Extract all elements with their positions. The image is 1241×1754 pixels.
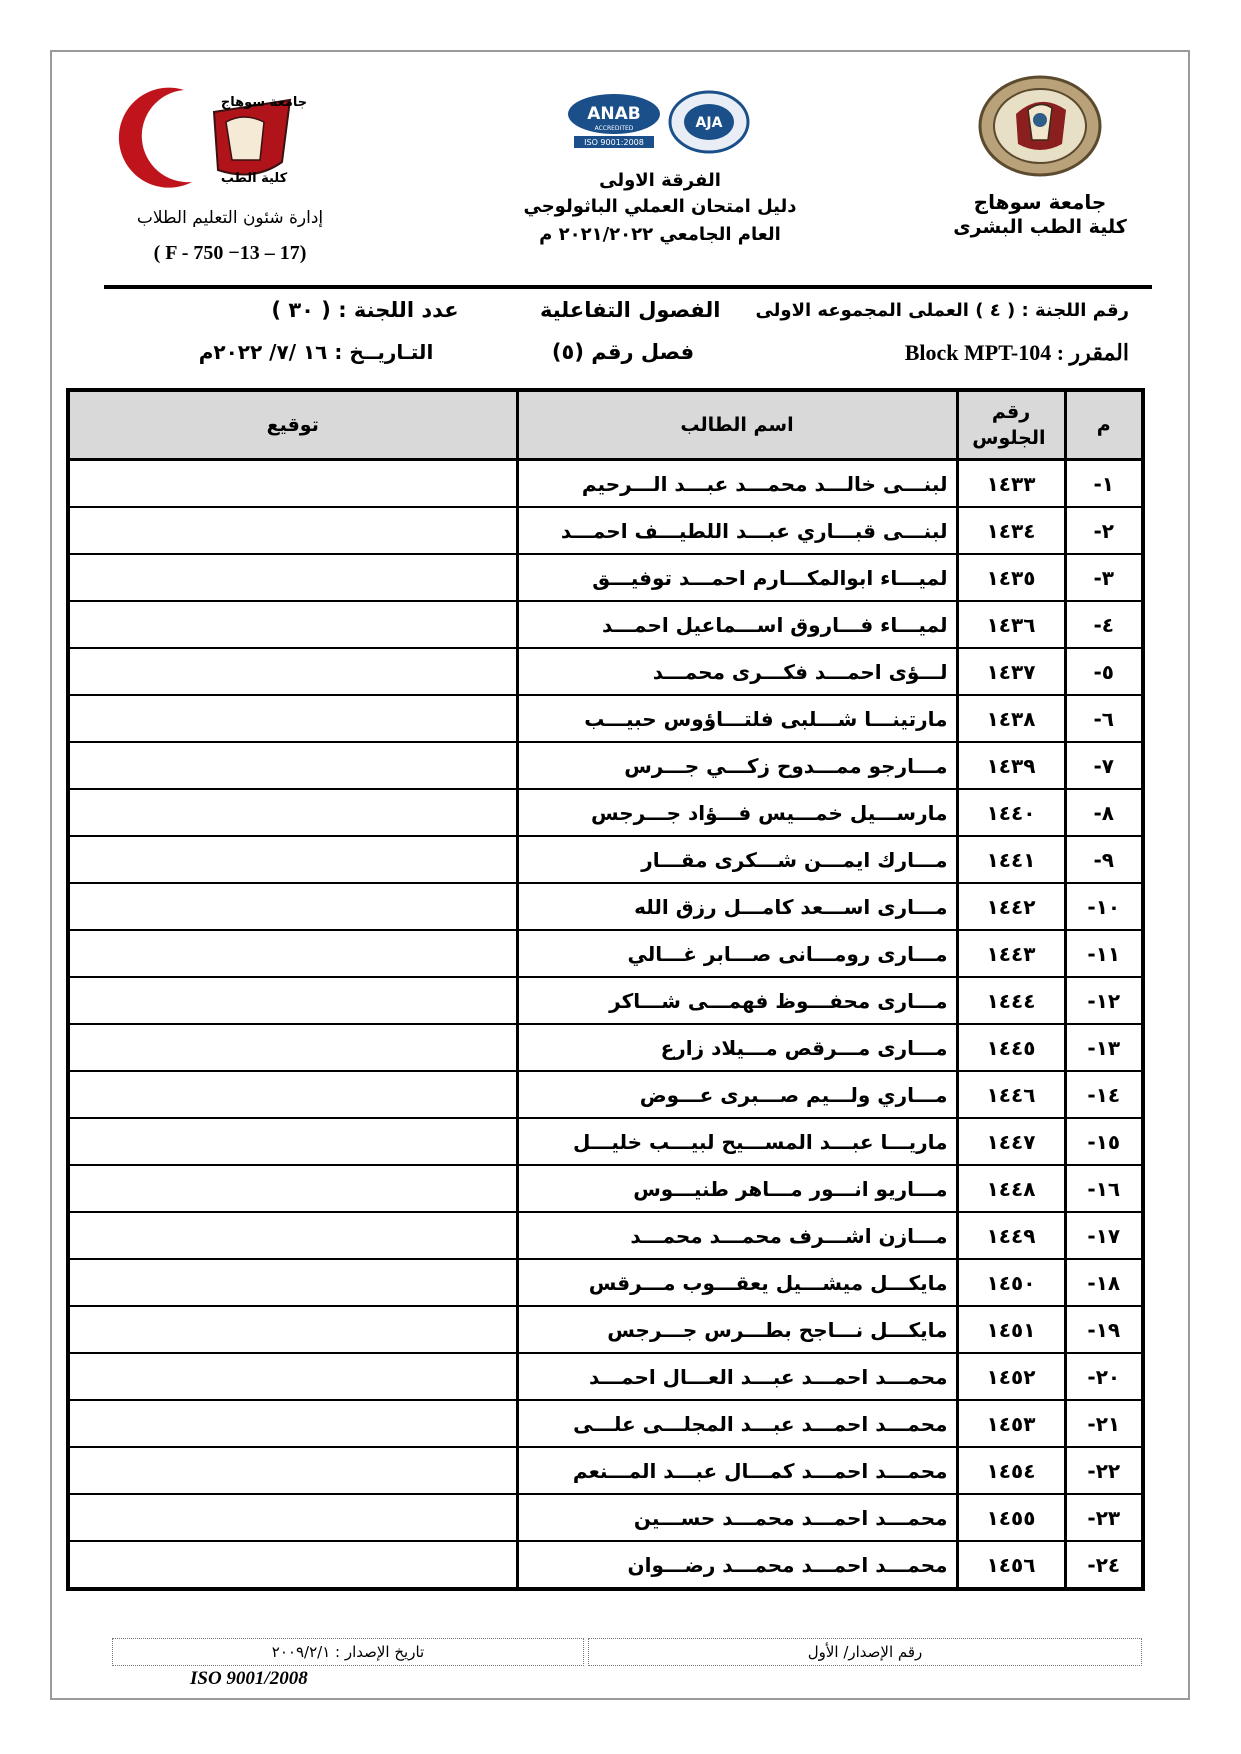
table-row: [68, 601, 1143, 648]
student-name: لبنـــى قبـــاري عبـــد اللطيـــف احمـــد: [517, 507, 957, 554]
signature-cell[interactable]: [68, 883, 517, 930]
seat-number: ١٤٤٩: [957, 1212, 1065, 1259]
student-name: مـــارك ايمـــن شـــكرى مقـــار: [517, 836, 957, 883]
seat-number: ١٤٥١: [957, 1306, 1065, 1353]
table-row: [68, 1541, 1143, 1589]
row-index: ٦-: [1065, 695, 1143, 742]
signature-cell[interactable]: [68, 1259, 517, 1306]
seat-number: ١٤٣٦: [957, 601, 1065, 648]
course-code: المقرر : Block MPT-104: [904, 340, 1129, 365]
row-index: ١٦-: [1065, 1165, 1143, 1212]
row-index: ١٤-: [1065, 1071, 1143, 1118]
seat-number: ١٤٤١: [957, 836, 1065, 883]
seat-number: ١٤٥٣: [957, 1400, 1065, 1447]
table-row: [68, 695, 1143, 742]
signature-cell[interactable]: [68, 695, 517, 742]
faculty-name: كلية الطب البشرى: [953, 216, 1127, 238]
signature-cell[interactable]: [68, 1447, 517, 1494]
student-name: مـــارى محفـــوظ فهمـــى شـــاكر: [517, 977, 957, 1024]
student-name: مـــاري ولـــيم صـــبرى عـــوض: [517, 1071, 957, 1118]
table-row: [68, 977, 1143, 1024]
seat-number: ١٤٤٤: [957, 977, 1065, 1024]
table-row: [68, 1071, 1143, 1118]
student-name: لميـــاء فـــاروق اســـماعيل احمـــد: [517, 601, 957, 648]
row-index: ٢-: [1065, 507, 1143, 554]
signature-cell[interactable]: [68, 507, 517, 554]
seat-number: ١٤٥٥: [957, 1494, 1065, 1541]
signature-cell[interactable]: [68, 1071, 517, 1118]
seat-number: ١٤٤٣: [957, 930, 1065, 977]
seat-number: ١٤٤٢: [957, 883, 1065, 930]
row-index: ٤-: [1065, 601, 1143, 648]
signature-cell[interactable]: [68, 1306, 517, 1353]
table-row: [68, 742, 1143, 789]
header-divider: [104, 285, 1152, 289]
seat-number: ١٤٤٦: [957, 1071, 1065, 1118]
table-row: [68, 1212, 1143, 1259]
row-index: ٢٢-: [1065, 1447, 1143, 1494]
table-row: [68, 883, 1143, 930]
anab-accredited-logo: [566, 92, 662, 150]
student-name: مـــازن اشـــرف محمـــد محمـــد: [517, 1212, 957, 1259]
row-index: ٢٤-: [1065, 1541, 1143, 1589]
seat-number: ١٤٣٨: [957, 695, 1065, 742]
signature-cell[interactable]: [68, 930, 517, 977]
row-index: ١١-: [1065, 930, 1143, 977]
iso-standard: ISO 9001/2008: [190, 1668, 308, 1689]
logo-bottom-text: كلية الطب: [220, 171, 288, 186]
signature-cell[interactable]: [68, 1494, 517, 1541]
row-index: ٣-: [1065, 554, 1143, 601]
student-name: محمـــد احمـــد محمـــد حســـين: [517, 1494, 957, 1541]
signature-cell[interactable]: [68, 977, 517, 1024]
row-index: ٢٣-: [1065, 1494, 1143, 1541]
seat-number: ١٤٣٥: [957, 554, 1065, 601]
exam-date: التـاريــخ : ١٦ /٧/ ٢٠٢٢م: [198, 340, 434, 364]
seat-number: ١٤٣٤: [957, 507, 1065, 554]
row-index: ٥-: [1065, 648, 1143, 695]
student-name: مارتينـــا شـــلبى فلتـــاؤوس حبيـــب: [517, 695, 957, 742]
student-signature-table: [66, 388, 1145, 1591]
student-name: مايكـــل ميشـــيل يعقـــوب مـــرقس: [517, 1259, 957, 1306]
student-name: لـــؤى احمـــد فكـــرى محمـــد: [517, 648, 957, 695]
signature-cell[interactable]: [68, 1118, 517, 1165]
row-index: ٢١-: [1065, 1400, 1143, 1447]
student-name: مـــاريو انـــور مـــاهر طنيـــوس: [517, 1165, 957, 1212]
anab-sub-text: ACCREDITED: [594, 125, 634, 132]
table-row: [68, 1259, 1143, 1306]
student-name: محمـــد احمـــد محمـــد رضـــوان: [517, 1541, 957, 1589]
student-name: مـــارى مـــرقص مـــيلاد زارع: [517, 1024, 957, 1071]
seat-number: ١٤٣٧: [957, 648, 1065, 695]
signature-cell[interactable]: [68, 789, 517, 836]
signature-cell[interactable]: [68, 1212, 517, 1259]
signature-cell[interactable]: [68, 742, 517, 789]
university-name: جامعة سوهاج: [973, 190, 1107, 214]
committee-number: رقم اللجنة : ( ٤ ) العملى المجموعه الاولى: [755, 300, 1129, 321]
student-affairs-dept: إدارة شئون التعليم الطلاب: [136, 208, 324, 228]
student-name: مـــارجو ممـــدوح زكـــي جـــرس: [517, 742, 957, 789]
row-index: ١٨-: [1065, 1259, 1143, 1306]
row-index: ٧-: [1065, 742, 1143, 789]
seat-number: ١٤٤٠: [957, 789, 1065, 836]
seat-number: ١٤٤٥: [957, 1024, 1065, 1071]
table-row: [68, 1447, 1143, 1494]
row-index: ٩-: [1065, 836, 1143, 883]
seat-number: ١٤٤٧: [957, 1118, 1065, 1165]
student-name: محمـــد احمـــد عبـــد العـــال احمـــد: [517, 1353, 957, 1400]
seat-number: ١٤٥٦: [957, 1541, 1065, 1589]
table-row: [68, 554, 1143, 601]
table-row: [68, 1306, 1143, 1353]
aja-text: AJA: [695, 115, 723, 131]
signature-cell[interactable]: [68, 836, 517, 883]
row-index: ١٧-: [1065, 1212, 1143, 1259]
class-number: فصل رقم (٥): [551, 340, 695, 364]
seat-number: ١٤٤٨: [957, 1165, 1065, 1212]
committee-count: عدد اللجنة : ( ٣٠ ): [271, 298, 459, 322]
row-index: ١٥-: [1065, 1118, 1143, 1165]
row-index: ١-: [1065, 460, 1143, 508]
student-name: لميـــاء ابوالمكـــارم احمـــد توفيـــق: [517, 554, 957, 601]
signature-cell[interactable]: [68, 1165, 517, 1212]
header-student-name: اسم الطالب: [517, 390, 957, 460]
student-name: محمـــد احمـــد عبـــد المجلـــى علـــى: [517, 1400, 957, 1447]
header-index: م: [1065, 390, 1143, 460]
table-row: [68, 460, 1143, 508]
academic-year: العام الجامعي ٢٠٢١/٢٠٢٢ م: [539, 224, 781, 245]
header-signature: توقيع: [68, 390, 517, 460]
exam-guide-title: دليل امتحان العملي الباثولوجي: [523, 196, 797, 217]
aja-registrars-logo: [668, 90, 750, 154]
table-row: [68, 1400, 1143, 1447]
anab-text: ANAB: [587, 104, 641, 124]
table-row: [68, 1494, 1143, 1541]
row-index: ١٠-: [1065, 883, 1143, 930]
row-index: ١٣-: [1065, 1024, 1143, 1071]
seat-number: ١٤٣٣: [957, 460, 1065, 508]
row-index: ٨-: [1065, 789, 1143, 836]
seat-number: ١٤٥٠: [957, 1259, 1065, 1306]
seat-number: ١٤٥٤: [957, 1447, 1065, 1494]
student-name: مايكـــل نـــاجح بطـــرس جـــرجس: [517, 1306, 957, 1353]
year-label: الفرقة الاولى: [599, 170, 721, 191]
signature-cell[interactable]: [68, 1541, 517, 1589]
table-row: [68, 930, 1143, 977]
row-index: ١٢-: [1065, 977, 1143, 1024]
row-index: ٢٠-: [1065, 1353, 1143, 1400]
student-name: مارســـيل خمـــيس فـــؤاد جـــرجس: [517, 789, 957, 836]
faculty-of-medicine-logo: [114, 82, 314, 190]
signature-cell[interactable]: [68, 1353, 517, 1400]
signature-cell[interactable]: [68, 460, 517, 508]
logo-top-text: جامعة سوهاج: [220, 95, 308, 110]
form-code: ( F - 750 −13 – 17): [153, 242, 307, 264]
issue-number: رقم الإصدار/ الأول: [588, 1638, 1142, 1666]
student-name: مـــارى اســـعد كامـــل رزق الله: [517, 883, 957, 930]
row-index: ١٩-: [1065, 1306, 1143, 1353]
table-row: [68, 789, 1143, 836]
interactive-halls: الفصول التفاعلية: [540, 298, 721, 322]
student-name: محمـــد احمـــد كمـــال عبـــد المـــنعم: [517, 1447, 957, 1494]
signature-cell[interactable]: [68, 554, 517, 601]
table-header-row: [68, 390, 1143, 460]
signature-cell[interactable]: [68, 1024, 517, 1071]
seat-number: ١٤٣٩: [957, 742, 1065, 789]
seat-number: ١٤٥٢: [957, 1353, 1065, 1400]
table-row: [68, 507, 1143, 554]
header-seat-number: رقم الجلوس: [957, 390, 1065, 460]
table-row: [68, 1024, 1143, 1071]
table-row: [68, 1353, 1143, 1400]
anab-iso-text: ISO 9001:2008: [584, 138, 644, 147]
table-row: [68, 836, 1143, 883]
signature-cell[interactable]: [68, 648, 517, 695]
table-row: [68, 1165, 1143, 1212]
university-seal-logo: [976, 74, 1104, 178]
signature-cell[interactable]: [68, 1400, 517, 1447]
signature-cell[interactable]: [68, 601, 517, 648]
student-name: مـــارى رومـــانى صـــابر غـــالي: [517, 930, 957, 977]
table-row: [68, 648, 1143, 695]
student-name: لبنـــى خالـــد محمـــد عبـــد الـــرحيم: [517, 460, 957, 508]
issue-date: تاريخ الإصدار : ٢٠٠٩/٢/١: [112, 1638, 584, 1666]
table-row: [68, 1118, 1143, 1165]
student-name: ماريـــا عبـــد المســـيح لبيـــب خليـــل: [517, 1118, 957, 1165]
